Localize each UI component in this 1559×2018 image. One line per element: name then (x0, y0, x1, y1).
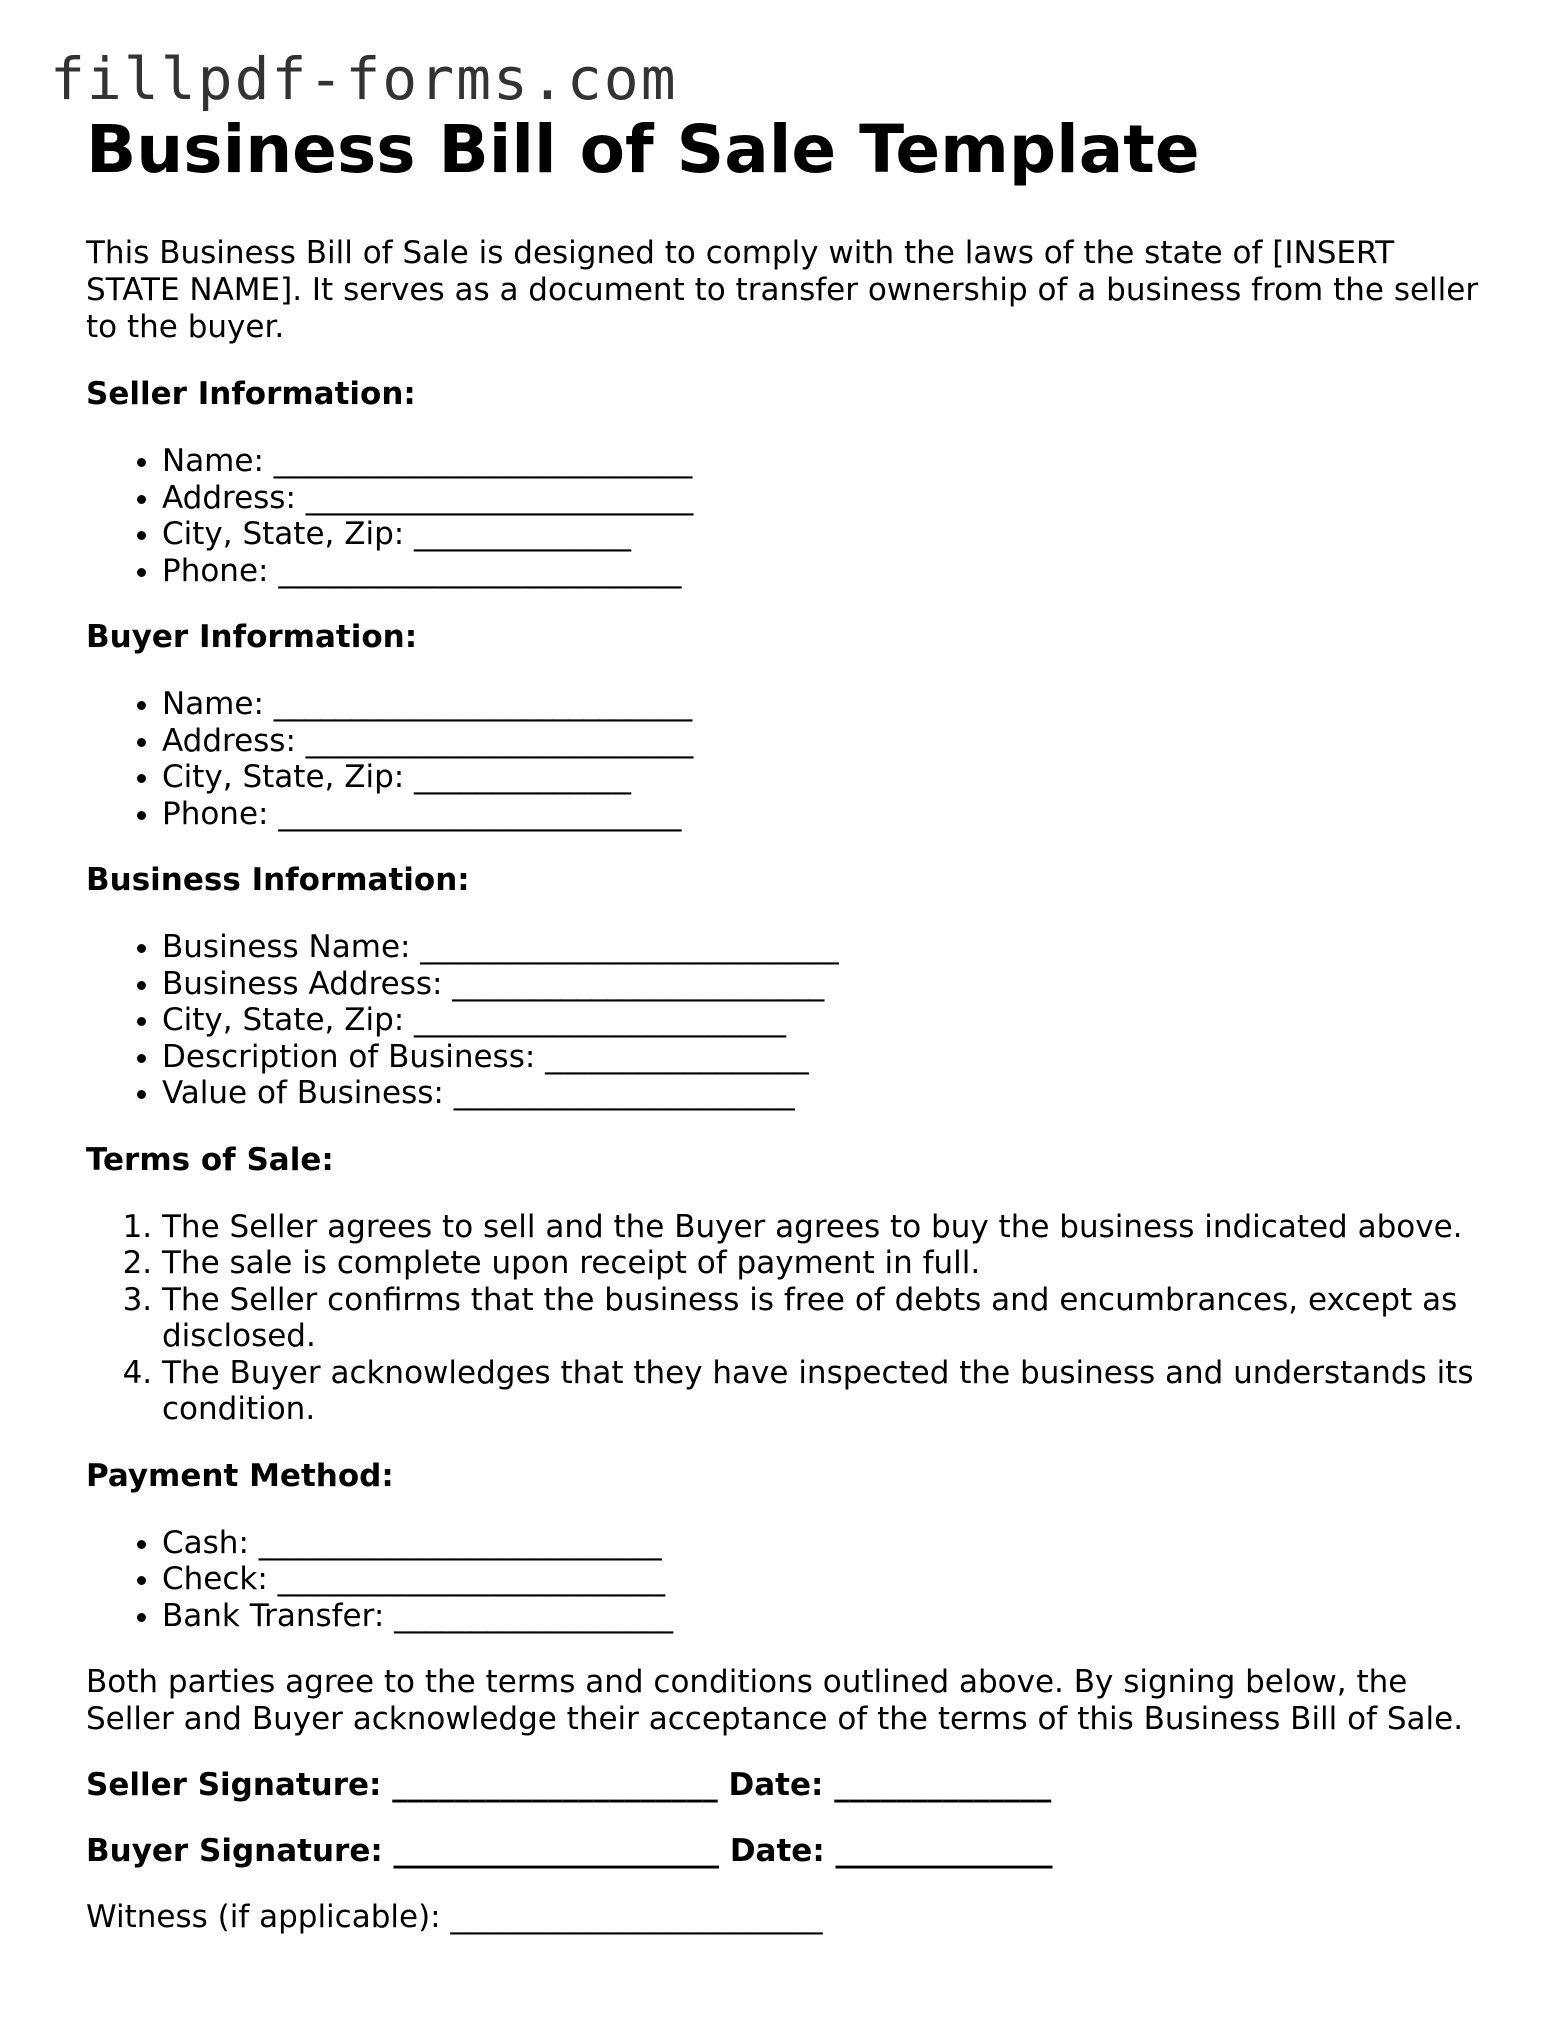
page-title: Business Bill of Sale Template (86, 111, 1200, 188)
payment-check-field[interactable]: • Check: _________________________ (162, 1561, 1486, 1598)
watermark-text: fillpdf-forms.com (50, 45, 678, 113)
payment-cash-field[interactable]: • Cash: __________________________ (162, 1525, 1486, 1562)
seller-heading: Seller Information: (86, 376, 416, 413)
business-value-field[interactable]: • Value of Business: ______________________ (162, 1075, 1486, 1112)
seller-name-field[interactable]: • Name: ___________________________ (162, 443, 1486, 480)
term-item: 2. The sale is complete upon receipt of payment in full. (162, 1245, 1486, 1282)
business-address-field[interactable]: • Business Address: ________________________ (162, 966, 1486, 1003)
buyer-heading: Buyer Information: (86, 619, 418, 656)
seller-phone-field[interactable]: • Phone: __________________________ (162, 553, 1486, 590)
buyer-name-field[interactable]: • Name: ___________________________ (162, 686, 1486, 723)
seller-info-list (86, 443, 1486, 589)
term-item: 1. The Seller agrees to sell and the Buyer agrees to buy the business indicated above. (162, 1209, 1486, 1246)
intro-paragraph: This Business Bill of Sale is designed to comply with the laws of the state of [INSERT STATE NAME]. It serves as a document to transfer ownership of a business from the seller to the buyer. (86, 235, 1479, 346)
buyer-info-list (86, 686, 1486, 832)
buyer-address-field[interactable]: • Address: _________________________ (162, 723, 1486, 760)
payment-heading: Payment Method: (86, 1457, 394, 1494)
terms-heading: Terms of Sale: (86, 1141, 334, 1178)
witness-signature-line[interactable]: Witness (if applicable): ________________________ (86, 1899, 823, 1936)
business-info-list (86, 929, 1486, 1112)
buyer-signature-line[interactable]: Buyer Signature: _____________________ Date: ______________ (86, 1833, 1053, 1870)
term-item: 4. The Buyer acknowledges that they have inspected the business and understands its condition. (162, 1355, 1486, 1428)
payment-bank-transfer-field[interactable]: • Bank Transfer: __________________ (162, 1598, 1486, 1635)
closing-paragraph: Both parties agree to the terms and conditions outlined above. By signing below, the Seller and Buyer acknowledge their acceptance of the terms of this Business Bill of Sale. (86, 1664, 1464, 1738)
buyer-city-state-zip-field[interactable]: • City, State, Zip: ______________ (162, 759, 1486, 796)
business-city-state-zip-field[interactable]: • City, State, Zip: ________________________ (162, 1002, 1486, 1039)
terms-list (86, 1209, 1486, 1428)
business-description-field[interactable]: • Description of Business: _________________ (162, 1039, 1486, 1076)
payment-method-list (86, 1525, 1486, 1635)
seller-city-state-zip-field[interactable]: • City, State, Zip: ______________ (162, 516, 1486, 553)
seller-signature-line[interactable]: Seller Signature: _____________________ Date: ______________ (86, 1767, 1052, 1804)
business-heading: Business Information: (86, 862, 470, 899)
seller-address-field[interactable]: • Address: _________________________ (162, 480, 1486, 517)
term-item: 3. The Seller confirms that the business is free of debts and encumbrances, except as disclosed. (162, 1282, 1486, 1355)
buyer-phone-field[interactable]: • Phone: __________________________ (162, 796, 1486, 833)
document-page (86, 110, 1486, 1936)
business-name-field[interactable]: • Business Name: ___________________________ (162, 929, 1486, 966)
